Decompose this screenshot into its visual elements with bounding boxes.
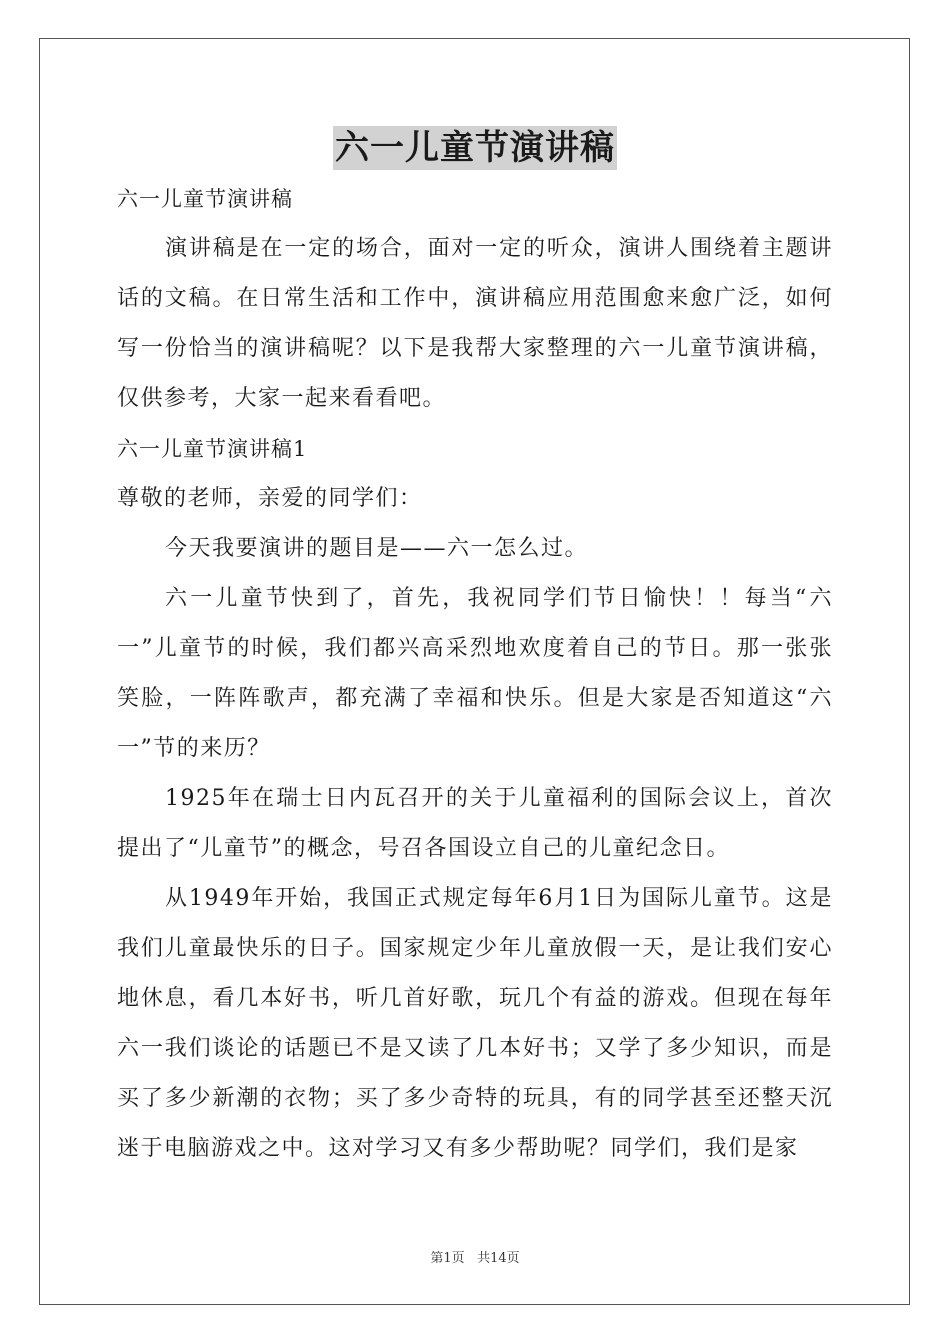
document-title: 六一儿童节演讲稿 (335, 128, 615, 168)
page-footer (0, 1247, 950, 1266)
body-paragraph: 今天我要演讲的题目是——六一怎么过。 (165, 536, 589, 561)
body-paragraph: 1925年在瑞士日内瓦召开的关于儿童福利的国际会议上，首次提出了“儿童节”的概念，号召各国设立自己的儿童纪念日。 (117, 786, 833, 861)
body-paragraph: 从1949年开始，我国正式规定每年6月1日为国际儿童节。这是我们儿童最快乐的日子。国家规定少年儿童放假一天，是让我们安心地休息，看几本好书，听几首好歌，玩几个有益的游戏。但现在每年六一我们谈论的话题已不是又读了几本好书；又学了多少知识，而是买了多少新潮的衣物；买了多少奇特的玩具，有的同学甚至还整天沉迷于电脑游戏之中。这对学习又有多少帮助呢？同学们，我们是家 (117, 886, 833, 1161)
title-container (0, 126, 950, 170)
section-heading: 六一儿童节演讲稿1 (117, 437, 308, 461)
body-paragraph: 六一儿童节快到了，首先，我祝同学们节日愉快！！每当“六一”儿童节的时候，我们都兴高采烈地欢度着自己的节日。那一张张笑脸，一阵阵歌声，都充满了幸福和快乐。但是大家是否知道这“六一”节的来历？ (117, 586, 833, 761)
section-heading: 六一儿童节演讲稿 (117, 187, 293, 211)
body-paragraph: 演讲稿是在一定的场合，面对一定的听众，演讲人围绕着主题讲话的文稿。在日常生活和工作中，演讲稿应用范围愈来愈广泛，如何写一份恰当的演讲稿呢？以下是我帮大家整理的六一儿童节演讲稿，仅供参考，大家一起来看看吧。 (117, 236, 833, 411)
page-number: 第1页 (430, 1251, 465, 1266)
salutation: 尊敬的老师，亲爱的同学们： (117, 486, 423, 511)
page-total: 共14页 (477, 1251, 520, 1266)
document-body (117, 174, 833, 1174)
